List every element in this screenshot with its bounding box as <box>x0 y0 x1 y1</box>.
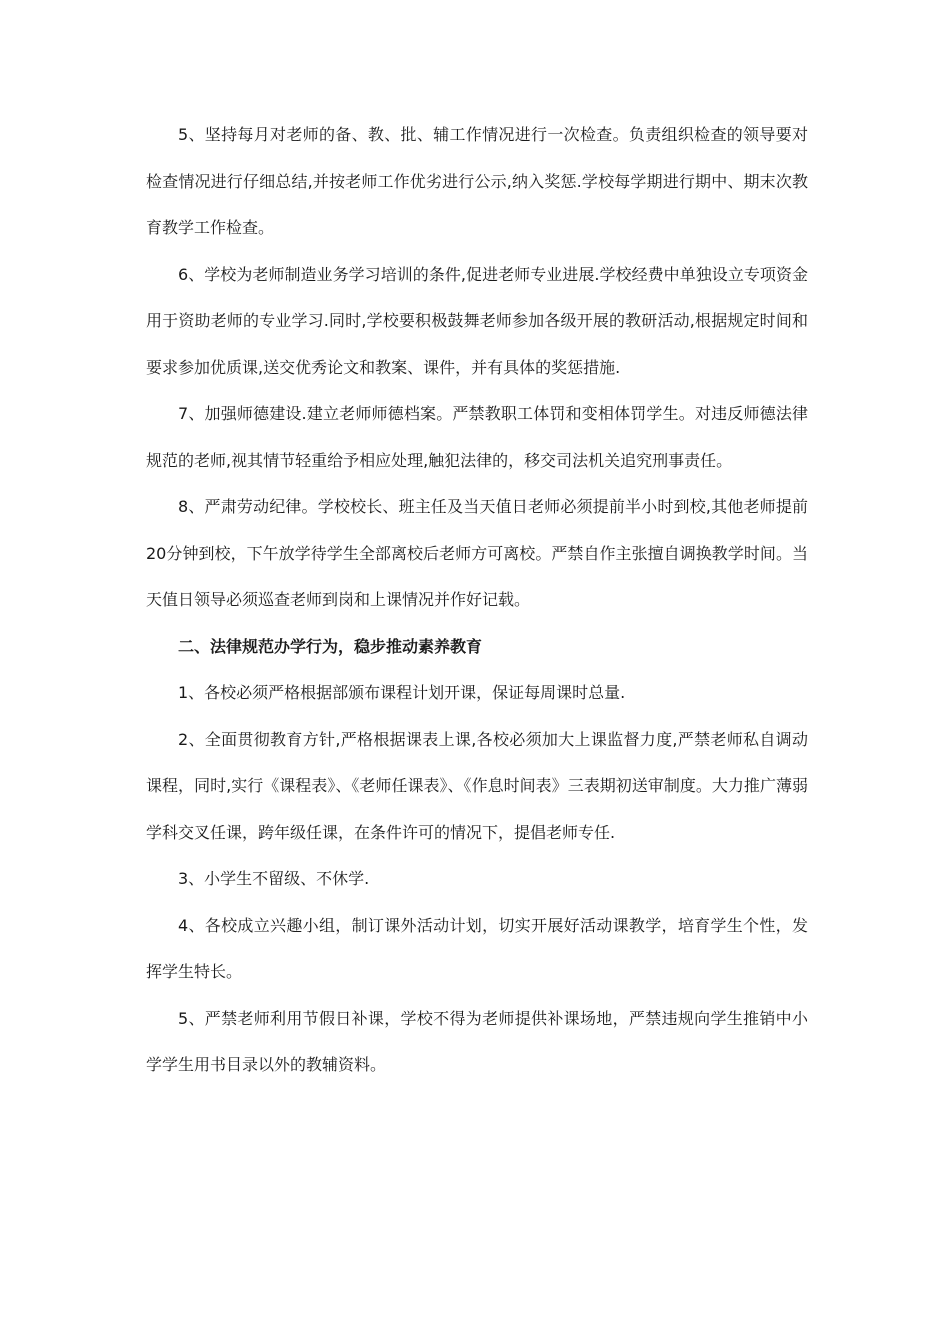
section-heading: 二、法律规范办学行为，稳步推动素养教育 <box>178 636 483 656</box>
paragraph-item-3-students: 3、小学生不留级、不休学. <box>178 869 370 888</box>
paragraph-item-1-curriculum: 1、各校必须严格根据部颁布课程计划开课，保证每周课时总量. <box>178 683 626 702</box>
paragraph-item-6-training: 6、学校为老师制造业务学习培训的条件,促进老师专业进展.学校经费中单独设立专项资金用于资助老师的专业学习.同时,学校要积极鼓舞老师参加各级开展的教研活动,根据规定时间和要求参加优质课,送交优秀论文和教案、课件，并有具体的奖惩措施. <box>146 264 808 377</box>
paragraph-item-8-discipline: 8、严肃劳动纪律。学校校长、班主任及当天值日老师必须提前半小时到校,其他老师提前20分钟到校，下午放学待学生全部离校后老师方可离校。严禁自作主张擅自调换教学时间。当天值日领导必须巡查老师到岗和上课情况并作好记载。 <box>146 497 808 609</box>
paragraph-item-5-tutoring: 5、严禁老师利用节假日补课，学校不得为老师提供补课场地，严禁违规向学生推销中小学学生用书目录以外的教辅资料。 <box>146 1008 808 1074</box>
paragraph-item-7-ethics: 7、加强师德建设.建立老师师德档案。严禁教职工体罚和变相体罚学生。对违反师德法律规范的老师,视其情节轻重给予相应处理,触犯法律的，移交司法机关追究刑事责任。 <box>146 404 808 470</box>
paragraph-item-4-activities: 4、各校成立兴趣小组，制订课外活动计划，切实开展好活动课教学，培育学生个性，发挥学生特长。 <box>146 915 808 981</box>
paragraph-item-5-inspection: 5、坚持每月对老师的备、教、批、辅工作情况进行一次检查。负责组织检查的领导要对检查情况进行仔细总结,并按老师工作优劣进行公示,纳入奖惩.学校每学期进行期中、期末次教育教学工作检查。 <box>146 125 808 237</box>
document-body <box>146 112 808 1089</box>
paragraph-item-2-schedule: 2、全面贯彻教育方针,严格根据课表上课,各校必须加大上课监督力度,严禁老师私自调动课程，同时,实行《课程表》、《老师任课表》、《作息时间表》三表期初送审制度。大力推广薄弱学科交叉任课，跨年级任课，在条件许可的情况下，提倡老师专任. <box>146 729 808 842</box>
